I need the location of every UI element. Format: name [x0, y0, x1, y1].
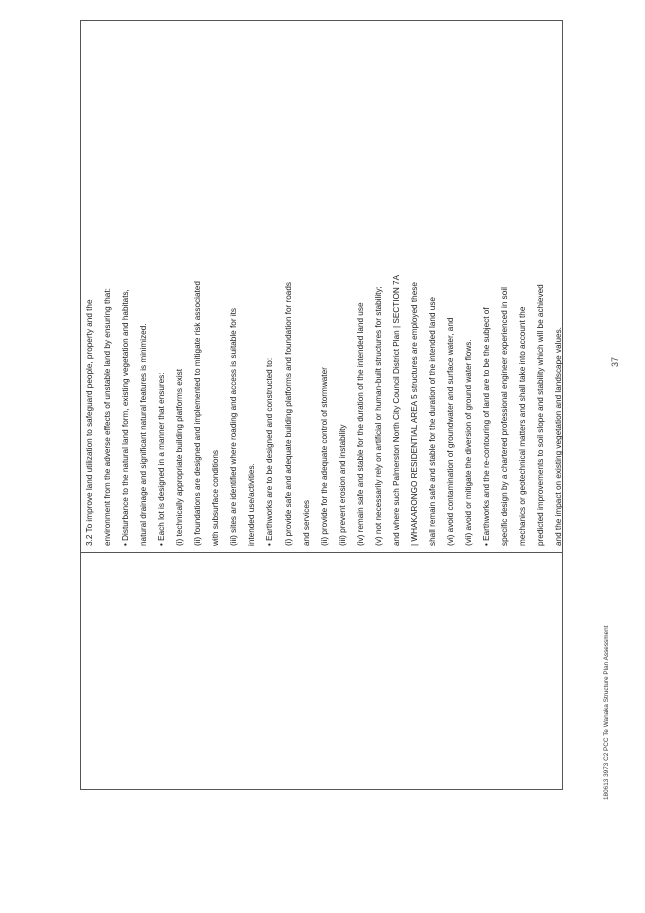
- provision-line: • Earthworks and the re-contouring of land are to be the subject of: [482, 307, 492, 546]
- page-number: 37: [610, 357, 620, 368]
- provision-line: natural drainage and significant natural features is minimized.: [139, 323, 149, 546]
- provision-line: | WHAKARONGO RESIDENTIAL AREA 5 structures are employed these: [409, 282, 419, 546]
- provision-line: • Disturbance to the natural land form, existing vegetation and habitats,: [121, 289, 131, 546]
- provision-line: with subsurface conditions: [211, 449, 221, 546]
- provision-line: (i) provide safe and adequate building platforms and foundation for roads: [283, 282, 293, 546]
- provision-line: (vi) avoid contamination of groundwater and surface water, and: [445, 317, 455, 546]
- provision-line: (ii) provide for the adequate control of stormwater: [319, 367, 329, 546]
- table-cell-provisions: [81, 21, 562, 552]
- provision-line: and services: [301, 500, 311, 546]
- provision-line: (i) technically appropriate building platforms exist: [175, 368, 185, 546]
- provision-line: intended use/activities.: [247, 463, 257, 546]
- provision-line: (ii) foundations are designed and implemented to mitigate risk associated: [193, 281, 203, 546]
- table-cell-left-empty: [81, 552, 562, 789]
- provision-line: shall remain safe and stable for the duration of the intended land use: [427, 297, 437, 546]
- provision-line: specific design by a chartered professional engineer experienced in soil: [500, 287, 510, 546]
- provision-line: • Earthworks are to be designed and constructed to:: [265, 357, 275, 546]
- provision-line: 3.2 To improve land utilization to safeguard people, property and the: [85, 299, 94, 546]
- provision-line: and the impact on existing vegetation and landscape values.: [554, 327, 564, 546]
- provision-line: mechanics or geotechnical matters and shall take into account the: [518, 306, 528, 546]
- provision-line: predicted improvements to soil slope and stability which will be achieved: [536, 284, 546, 546]
- provision-line: (iii) sites are identified where roading and access is suitable for its: [229, 307, 239, 546]
- rotated-page-frame: [80, 20, 563, 790]
- provision-line: (v) not necessarily rely on artificial or human-built structures for stability;: [373, 286, 383, 546]
- assessment-table: [80, 20, 563, 790]
- provision-line: (vii) avoid or mitigate the diversion of ground water flows.: [463, 339, 473, 546]
- rotated-page-content: [80, 20, 563, 790]
- provision-line: and where such Palmerston North City Council District Plan | SECTION 7A: [391, 274, 401, 546]
- provision-line: environment from the adverse effects of unstable land by ensuring that:: [103, 288, 113, 546]
- provision-line: • Each lot is designed in a manner that ensures:: [157, 372, 167, 546]
- provision-line: (iv) remain safe and stable for the duration of the intended land use: [355, 302, 365, 546]
- provision-line: (iii) prevent erosion and instability: [337, 424, 347, 546]
- footer-document-reference: 180613 3973 C2 PCC Te Wanaka Structure Plan Assessment: [603, 625, 610, 800]
